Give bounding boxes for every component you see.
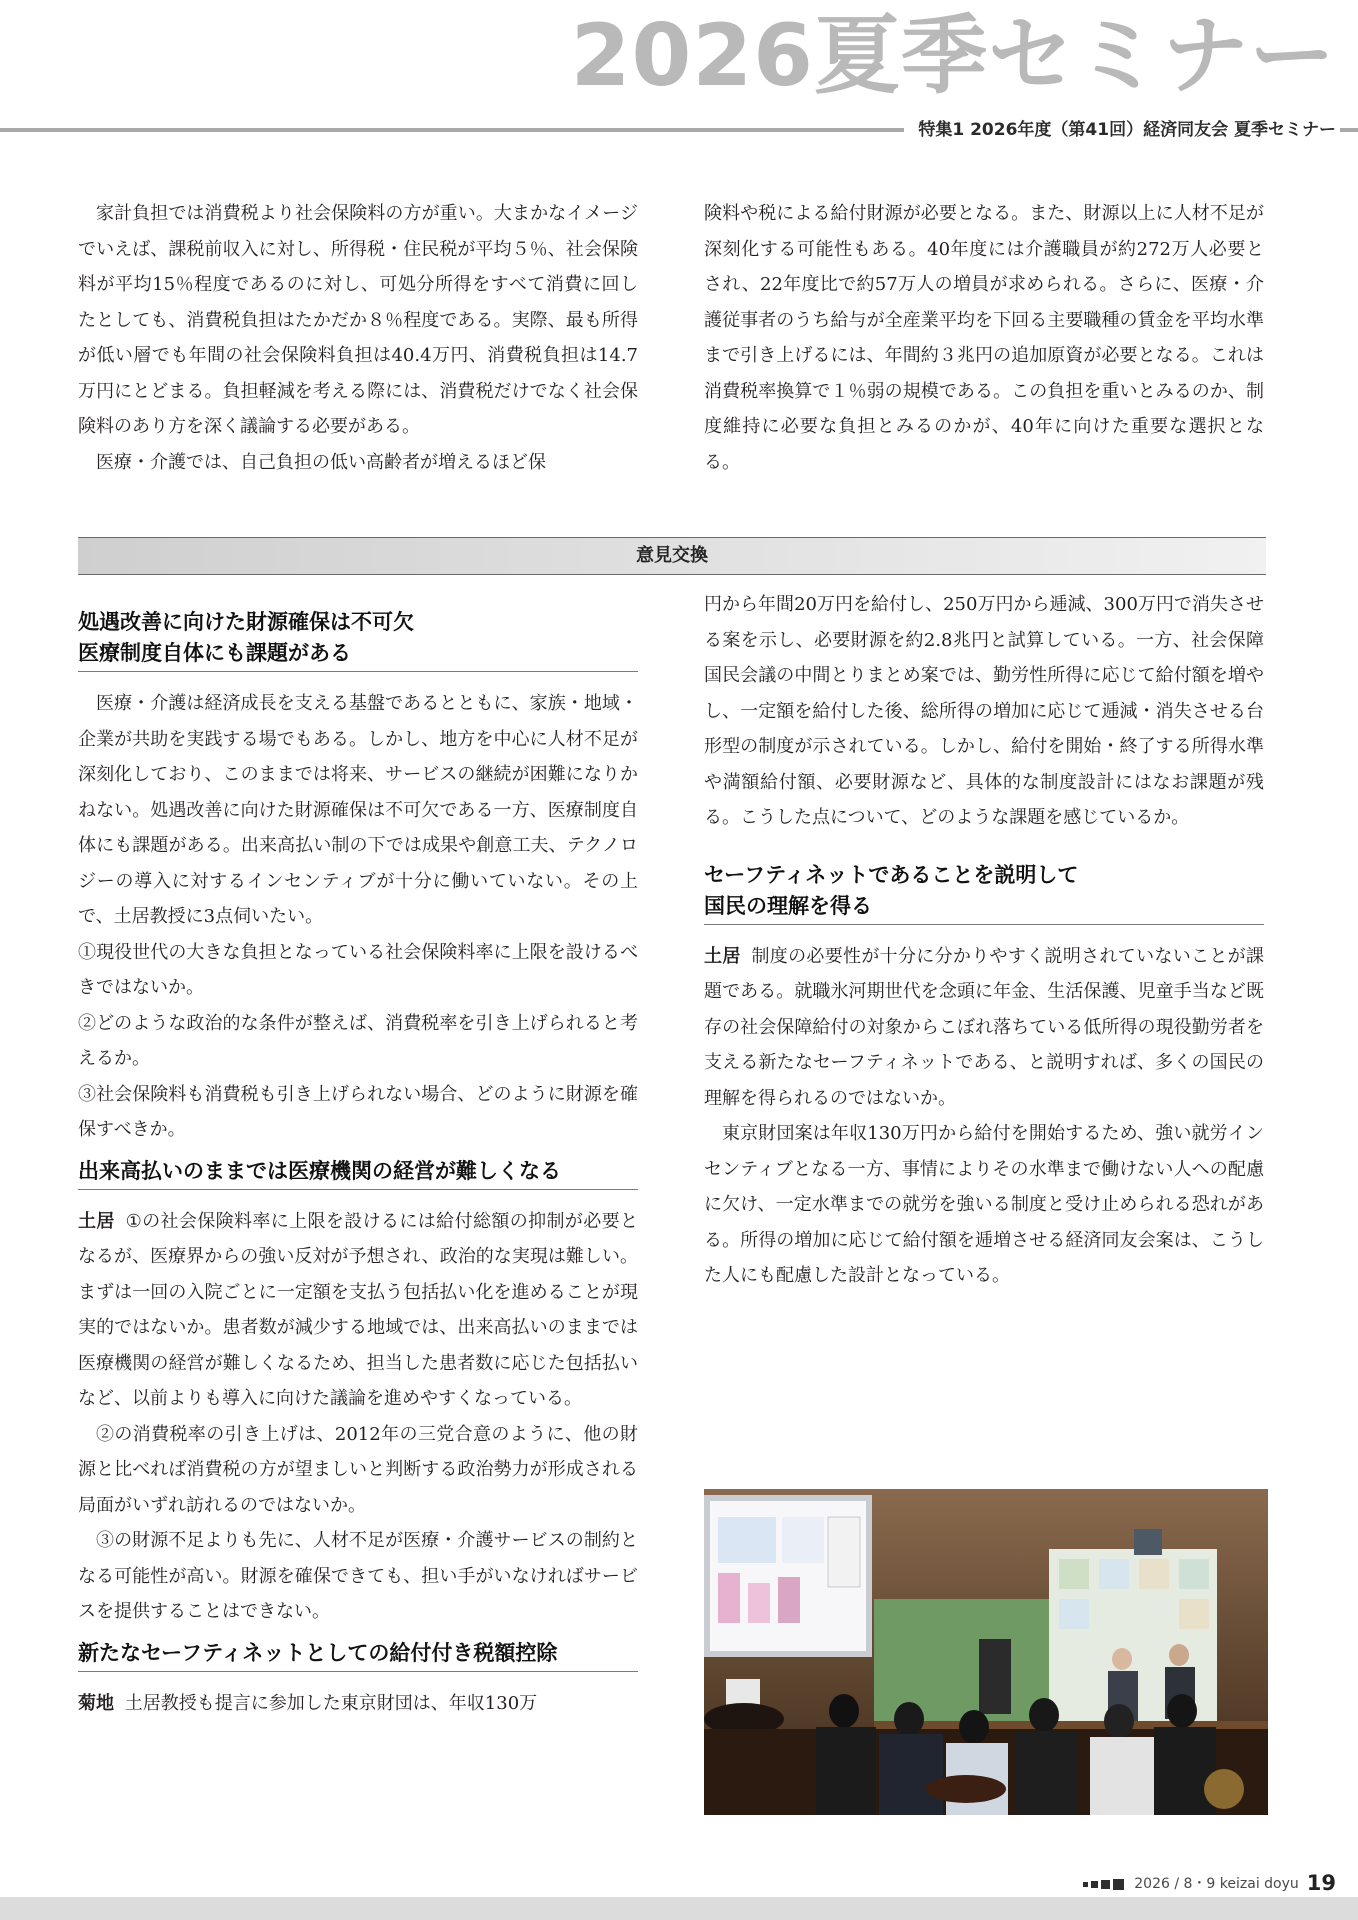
intro-paragraph: 険料や税による給付財源が必要となる。また、財源以上に人材不足が深刻化する可能性もある。40年度には介護職員が約272万人必要とされ、22年度比で約57万人の増員が求められる。さらに、医療・介護従事者のうち給与が全産業平均を下回る主要職種の賃金を平均水準まで引き上げるには、年間約３兆円の追加原資が必要となる。これは消費税率換算で１％弱の規模である。この負担を重いとみるのか、制度維持に必要な負担とみるのかが、40年に向けた重要な選択となる。 xyxy=(704,203,1264,473)
question-item-3: ③社会保険料も消費税も引き上げられない場合、どのように財源を確保すべきか。 xyxy=(78,1083,638,1140)
seminar-photo-illustration xyxy=(704,1489,1268,1815)
footer-ornament xyxy=(1083,1882,1088,1887)
heading-line: 国民の理解を得る xyxy=(704,893,872,918)
question-paragraph: 円から年間20万円を給付し、250万円から逓減、300万円で消失させる案を示し、必要財源を約2.8兆円と試算している。一方、社会保障国民会議の中間とりまとめ案では、勤労性所得に応じて給付額を増やし、一定額を給付した後、総所得の増加に応じて逓減・消失させる台形型の制度が示されている。しかし、給付を開始・終了する所得水準や満額給付額、必要財源など、具体的な制度設計にはなお課題が残る。こうした点について、どのような課題を感じているか。 xyxy=(704,594,1264,828)
heading-funding xyxy=(78,607,638,672)
speaker-name: 土居 xyxy=(704,945,741,967)
issue-label: 2026 / 8・9 keizai doyu xyxy=(1134,1876,1299,1892)
question-item-1: ①現役世代の大きな負担となっている社会保険料率に上限を設けるべきではないか。 xyxy=(78,941,638,998)
footer-ornament xyxy=(1113,1879,1124,1890)
answer-paragraph: 東京財団案は年収130万円から給付を開始するため、強い就労インセンティブとなる一方、事情によりその水準まで働けない人への配慮に欠け、一定水準までの就労を強いる制度と受け止められる恐れがある。所得の増加に応じて給付額を逓増させる経済同友会案は、こうした人にも配慮した設計となっている。 xyxy=(704,1123,1264,1286)
heading-line: 処遇改善に向けた財源確保は不可欠 xyxy=(78,610,414,634)
question-paragraph xyxy=(78,1686,638,1722)
heading-safety-net xyxy=(704,860,1264,925)
feature-subtitle: 特集1 2026年度（第41回）経済同友会 夏季セミナー xyxy=(904,119,1340,141)
heading-line: セーフティネットであることを説明して xyxy=(704,862,1079,887)
question-paragraph: 医療・介護は経済成長を支える基盤であるとともに、家族・地域・企業が共助を実践する場でもある。しかし、地方を中心に人材不足が深刻化しており、このままでは将来、サービスの継続が困難になりかねない。処遇改善に向けた財源確保は不可欠である一方、医療制度自体にも課題がある。出来高払い制の下では成果や創意工夫、テクノロジーの導入に対するインセンティブが十分に働いていない。その上で、土居教授に3点伺いたい。 xyxy=(78,693,638,927)
answer-paragraph xyxy=(78,1204,638,1417)
answer-paragraph xyxy=(704,939,1264,1117)
answer-text: 制度の必要性が十分に分かりやすく説明されていないことが課題である。就職氷河期世代を念頭に年金、生活保護、児童手当など既存の社会保障給付の対象からこぼれ落ちている低所得の現役勤労者を支える新たなセーフティネットである、と説明すれば、多くの国民の理解を得られるのではないか。 xyxy=(704,945,1265,1109)
question-item-2: ②どのような政治的な条件が整えば、消費税率を引き上げられると考えるか。 xyxy=(78,1012,638,1069)
footer-ornament xyxy=(1091,1881,1098,1888)
discussion-right-column xyxy=(704,587,1264,1294)
intro-paragraph: 医療・介護では、自己負担の低い高齢者が増えるほど保 xyxy=(96,451,546,473)
section-title-bar: 意見交換 xyxy=(78,537,1266,575)
answer-paragraph: ②の消費税率の引き上げは、2012年の三党合意のように、他の財源と比べれば消費税の方が望ましいと判断する政治勢力が形成される局面がいずれ訪れるのではないか。 xyxy=(78,1423,638,1516)
footer-bar xyxy=(0,1897,1358,1920)
speaker-name: 菊地 xyxy=(78,1692,114,1714)
intro-right-column xyxy=(704,196,1264,480)
seminar-photo xyxy=(704,1489,1268,1815)
magazine-banner-title: 2026夏季セミナー xyxy=(570,6,1336,106)
page-number: 19 xyxy=(1306,1871,1336,1895)
footer-ornament xyxy=(1101,1880,1110,1889)
intro-left-column xyxy=(78,196,638,480)
speaker-name: 土居 xyxy=(78,1210,115,1232)
answer-paragraph: ③の財源不足よりも先に、人材不足が医療・介護サービスの制約となる可能性が高い。財源を確保できても、担い手がいなければサービスを提供することはできない。 xyxy=(78,1530,638,1622)
heading-line: 医療制度自体にも課題がある xyxy=(78,641,351,665)
heading-tax-credit: 新たなセーフティネットとしての給付付き税額控除 xyxy=(78,1638,638,1672)
heading-fee-for-service: 出来高払いのままでは医療機関の経営が難しくなる xyxy=(78,1156,638,1190)
intro-paragraph: 家計負担では消費税より社会保険料の方が重い。大まかなイメージでいえば、課税前収入に対し、所得税・住民税が平均５％、社会保険料が平均15％程度であるのに対し、可処分所得をすべて消費に回したとしても、消費税負担はたかだか８％程度である。実際、最も所得が低い層でも年間の社会保険料負担は40.4万円、消費税負担は14.7万円にとどまる。負担軽減を考える際には、消費税だけでなく社会保険料のあり方を深く議論する必要がある。 xyxy=(78,203,638,437)
question-text: 土居教授も提言に参加した東京財団は、年収130万 xyxy=(124,1692,538,1714)
page-footer xyxy=(1083,1871,1336,1896)
answer-text: ①の社会保険料率に上限を設けるには給付総額の抑制が必要となるが、医療界からの強い反対が予想され、政治的な実現は難しい。まずは一回の入院ごとに一定額を支払う包括払い化を進めることが現実的ではないか。患者数が減少する地域では、出来高払いのままでは医療機関の経営が難しくなるため、担当した患者数に応じた包括払いなど、以前よりも導入に向けた議論を進めやすくなっている。 xyxy=(78,1210,638,1409)
discussion-left-column xyxy=(78,607,638,1721)
